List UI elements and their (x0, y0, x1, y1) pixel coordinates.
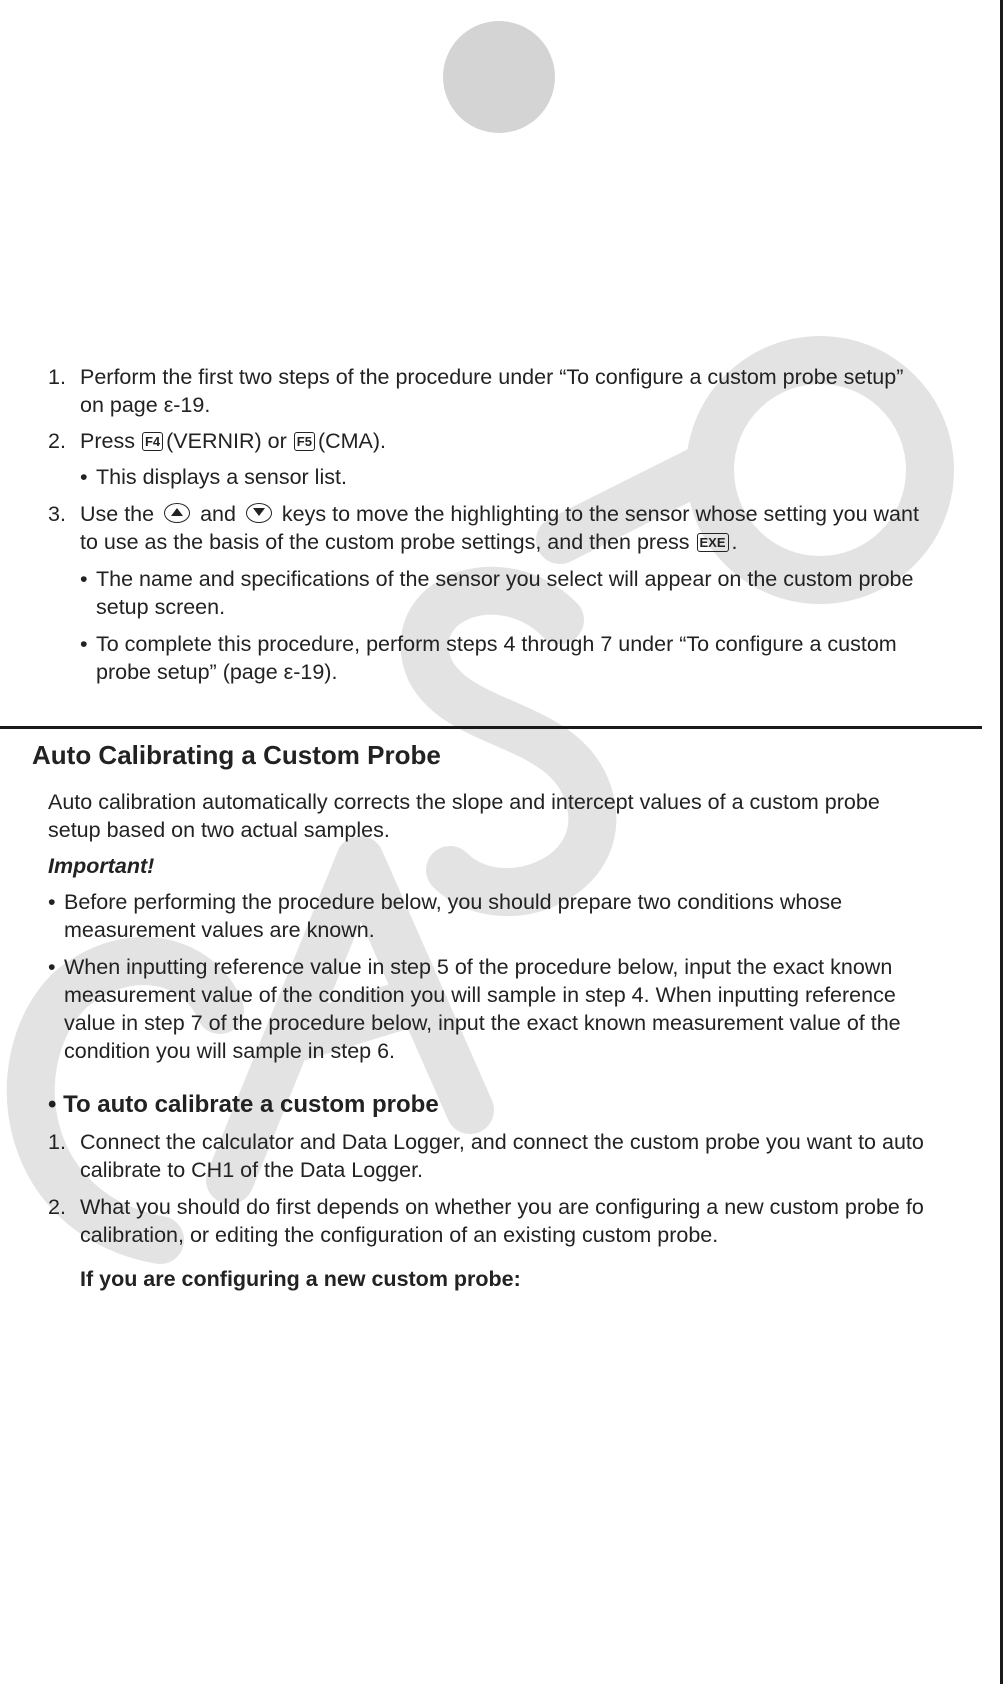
down-arrow-key-icon (246, 503, 272, 523)
up-arrow-key-icon (164, 503, 190, 523)
note-2-line-1: When inputting reference value in step 5 of the procedure below, input the exact known (64, 955, 893, 979)
section-intro-line-2: setup based on two actual samples. (48, 818, 390, 842)
step-1-number: 1. (48, 365, 66, 389)
page-right-border (1000, 0, 1003, 1684)
note-2-line-3: value in step 7 of the procedure below, input the exact known measurement value of the (64, 1011, 901, 1035)
step-3-line-2 (80, 528, 738, 556)
f4-key-icon: F4 (142, 432, 163, 451)
note-1-bullet: • (48, 890, 56, 914)
note-2-line-2: measurement value of the condition you will sample in step 4. When inputting reference (64, 983, 896, 1007)
proc-step-2-line-1: What you should do first depends on whether you are configuring a new custom probe fo (80, 1195, 924, 1219)
step-3-bullet-1: • (80, 567, 88, 591)
step-2-pre: Press (80, 429, 135, 453)
note-1-line-2: measurement values are known. (64, 918, 375, 942)
section-divider (0, 726, 982, 729)
step-3-note-2-line-1: To complete this procedure, perform steps 4 through 7 under “To configure a custom (96, 632, 897, 656)
step-3-note-1-line-2: setup screen. (96, 595, 226, 619)
step-1-line-1: Perform the first two steps of the procedure under “To configure a custom probe setup” (80, 365, 904, 389)
step-3-period: . (731, 530, 738, 554)
exe-key-icon: EXE (697, 533, 729, 552)
note-2-line-4: condition you will sample in step 6. (64, 1039, 396, 1063)
f5-key-icon: F5 (294, 432, 315, 451)
step-3-bullet-2: • (80, 632, 88, 656)
proc-step-1-line-1: Connect the calculator and Data Logger, and connect the custom probe you want to auto (80, 1130, 924, 1154)
procedure-title: • To auto calibrate a custom probe (48, 1091, 439, 1118)
step-1-line-2: on page ε-19. (80, 393, 211, 417)
proc-step-1-line-2: calibrate to CH1 of the Data Logger. (80, 1158, 424, 1182)
step-3-line-1 (80, 500, 919, 528)
step-3-text-a: Use the (80, 502, 155, 526)
important-label: Important! (48, 854, 155, 878)
step-2-line (80, 427, 386, 455)
step-3-text-d: to use as the basis of the custom probe settings, and then press (80, 530, 690, 554)
note-1-line-1: Before performing the procedure below, you should prepare two conditions whose (64, 890, 843, 914)
new-probe-subheading: If you are configuring a new custom probe: (80, 1267, 521, 1291)
note-2-bullet: • (48, 955, 56, 979)
step-3-text-b: and (200, 502, 236, 526)
proc-step-1-number: 1. (48, 1130, 66, 1154)
step-3-text-c: keys to move the highlighting to the sensor whose setting you want (281, 502, 919, 526)
section-intro-line-1: Auto calibration automatically corrects the slope and intercept values of a custom probe (48, 790, 880, 814)
section-title: Auto Calibrating a Custom Probe (32, 740, 441, 770)
step-2-note: This displays a sensor list. (96, 465, 347, 489)
proc-step-2-number: 2. (48, 1195, 66, 1219)
step-3-note-2-line-2: probe setup” (page ε-19). (96, 660, 338, 684)
step-2-mid: (VERNIR) or (166, 429, 287, 453)
step-2-number: 2. (48, 429, 66, 453)
step-2-post: (CMA). (317, 429, 387, 453)
step-3-note-1-line-1: The name and specifications of the sensor you select will appear on the custom probe (96, 567, 914, 591)
step-3-number: 3. (48, 502, 66, 526)
step-2-bullet: • (80, 465, 88, 489)
proc-step-2-line-2: calibration, or editing the configuration of an existing custom probe. (80, 1223, 719, 1247)
